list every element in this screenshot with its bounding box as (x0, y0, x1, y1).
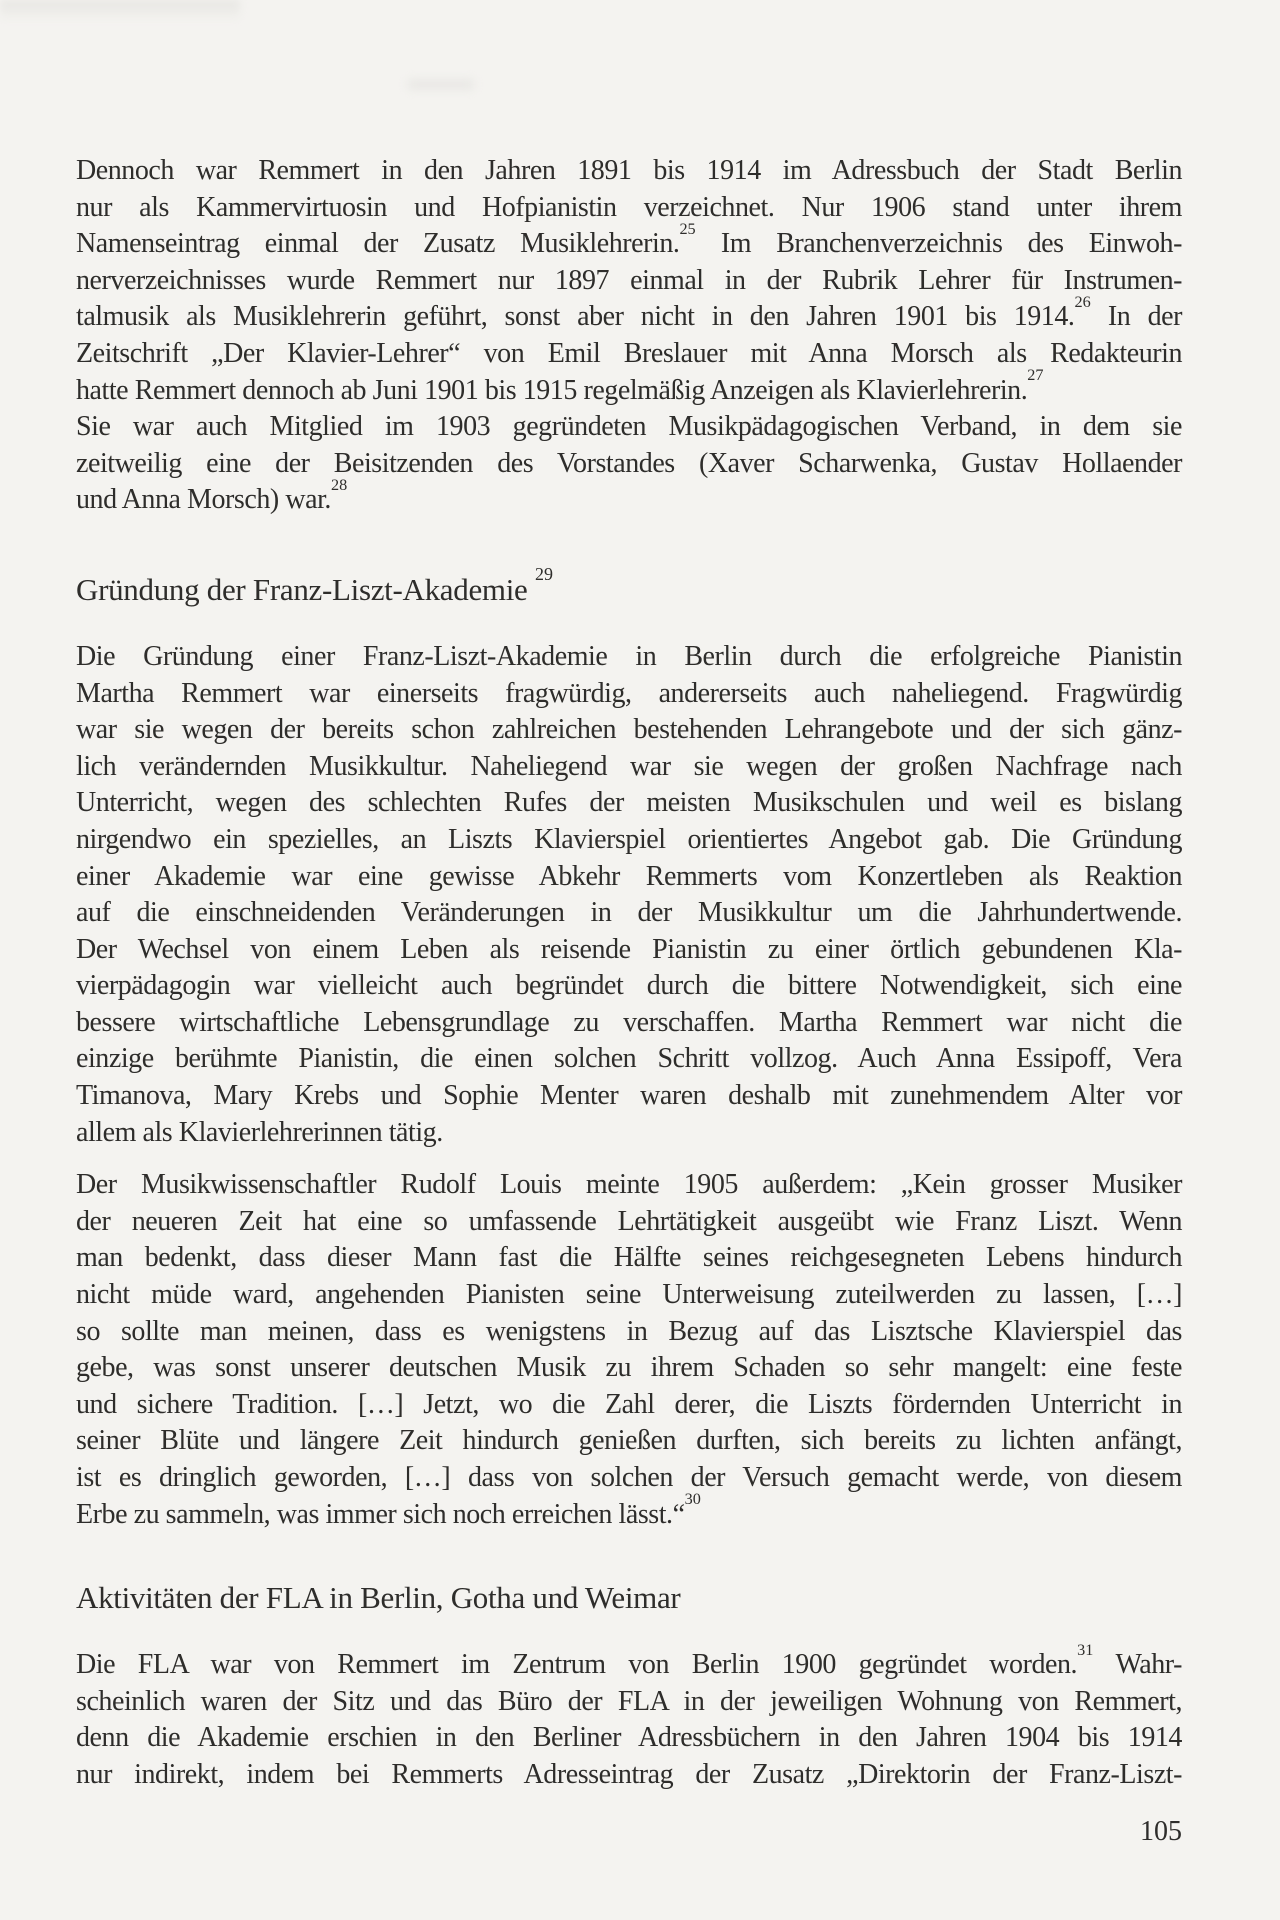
text-line: allem als Klavierlehrerinnen tätig. (76, 1116, 443, 1148)
text-line: Namenseintrag einmal der Zusatz Musiklehrerin.$^{25}$ Im Branchenverzeichnis des Einwoh- (76, 219, 1182, 260)
footnote-marker: 27 (1027, 366, 1044, 385)
text-line: vierpädagogin war vielleicht auch begründet durch die bittere Notwendigkeit, sich eine (76, 970, 1182, 1002)
footnote-marker: 28 (330, 475, 348, 494)
text-line: talmusik als Musiklehrerin geführt, sonst aber nicht in den Jahren 1901 bis 1914.26 In der (76, 292, 1182, 333)
text-line: so sollte man meinen, dass es wenigstens in Bezug auf das Lisztsche Klavierspiel das (76, 1315, 1182, 1347)
text-line: Der Wechsel von einem Leben als reisende Pianistin zu einer örtlich gebundenen Kla- (76, 933, 1182, 965)
text-line: einer Akademie war eine gewisse Abkehr Remmerts vom Konzertleben als Reaktion (76, 860, 1182, 892)
heading-gruendung: Gründung der Franz-Liszt-Akademie $^{29}$ (76, 563, 553, 607)
paragraph-fla-berlin (76, 1640, 1182, 1793)
footnote-marker: 29 (534, 563, 553, 584)
text-line: man bedenkt, dass dieser Mann fast die Hälfte seines reichgesegneten Lebens hindurch (76, 1242, 1182, 1274)
text-line: Timanova, Mary Krebs und Sophie Menter waren deshalb mit zunehmendem Alter vor (76, 1080, 1182, 1112)
text-line: nicht müde ward, angehenden Pianisten seine Unterweisung zuteilwerden zu lassen, […] (76, 1279, 1182, 1311)
text-line: Dennoch war Remmert in den Jahren 1891 bis 1914 im Adressbuch der Stadt Berlin (76, 155, 1182, 186)
text-line: einzige berühmte Pianistin, die einen solchen Schritt vollzog. Auch Anna Essipoff, Vera (76, 1043, 1182, 1075)
paragraph-rudolf-louis (76, 1167, 1182, 1533)
text-line: Der Musikwissenschaftler Rudolf Louis meinte 1905 außerdem: „Kein grosser Musiker (76, 1169, 1182, 1201)
text-line: lich verändernden Musikkultur. Naheliegend war sie wegen der großen Nachfrage nach (76, 750, 1182, 782)
text-line: nerverzeichnisses wurde Remmert nur 1897 einmal in der Rubrik Lehrer für Instrumen- (76, 264, 1182, 296)
text-line: seiner Blüte und längere Zeit hindurch genießen durften, sich bereits zu lichten anfängt, (76, 1425, 1182, 1457)
text-line: denn die Akademie erschien in den Berliner Adressbüchern in den Jahren 1904 bis 1914 (76, 1722, 1182, 1754)
page-number: 105 (1140, 1815, 1182, 1847)
text-line: der neueren Zeit hat eine so umfassende Lehrtätigkeit ausgeübt wie Franz Liszt. Wenn (76, 1205, 1182, 1237)
text-line: Sie war auch Mitglied im 1903 gegründeten Musikpädagogischen Verband, in dem sie (76, 411, 1182, 443)
text-line: scheinlich waren der Sitz und das Büro der FLA in der jeweiligen Wohnung von Remmert, (76, 1685, 1182, 1717)
footnote-marker: 25 (679, 219, 696, 238)
footnote-marker: 26 (1074, 292, 1091, 311)
heading-aktivitaeten: Aktivitäten der FLA in Berlin, Gotha und Weimar (76, 1580, 681, 1616)
text-line: ist es dringlich geworden, […] dass von solchen der Versuch gemacht werde, von diesem (76, 1462, 1182, 1493)
paragraph-adressbuch (76, 153, 1182, 519)
text-line: nirgendwo ein spezielles, an Liszts Klavierspiel orientiertes Angebot gab. Die Gründung (76, 823, 1182, 855)
text-line: auf die einschneidenden Veränderungen in der Musikkultur um die Jahrhundertwende. (76, 897, 1182, 929)
text-line: Unterricht, wegen des schlechten Rufes der meisten Musikschulen und weil es bislang (76, 787, 1182, 819)
text-line: Die Gründung einer Franz-Liszt-Akademie in Berlin durch die erfolgreiche Pianistin (76, 640, 1182, 672)
text-line: gebe, was sonst unserer deutschen Musik zu ihrem Schaden so sehr mangelt: eine feste (76, 1352, 1182, 1384)
text-column (76, 0, 1182, 1848)
text-line: Zeitschrift „Der Klavier-Lehrer“ von Emil Breslauer mit Anna Morsch als Redakteurin (76, 337, 1182, 369)
text-line: Martha Remmert war einerseits fragwürdig, andererseits auch naheliegend. Fragwürdig (76, 677, 1182, 709)
text-line: und sichere Tradition. […] Jetzt, wo die Zahl derer, die Liszts fördernden Unterricht in (76, 1388, 1182, 1420)
paragraph-gruendung (76, 639, 1182, 1151)
text-line: war sie wegen der bereits schon zahlreichen bestehenden Lehrangebote und der sich gänz- (76, 714, 1182, 746)
text-line: Erbe zu sammeln, was immer sich noch erreichen lässt.“$^{30}$ (76, 1490, 701, 1530)
text-line: nur als Kammervirtuosin und Hofpianistin verzeichnet. Nur 1906 stand unter ihrem (76, 191, 1182, 223)
footnote-marker: 30 (684, 1490, 701, 1509)
text-line: zeitweilig eine der Beisitzenden des Vorstandes (Xaver Scharwenka, Gustav Hollaender (76, 447, 1182, 479)
text-line: Die FLA war von Remmert im Zentrum von Berlin 1900 gegründet worden.$^{31}$ Wahr- (76, 1640, 1182, 1681)
text-line: nur indirekt, indem bei Remmerts Adresseintrag der Zusatz „Direktorin der Franz-Liszt- (76, 1758, 1182, 1790)
footnote-marker: 31 (1077, 1640, 1094, 1659)
text-line: hatte Remmert dennoch ab Juni 1901 bis 1915 regelmäßig Anzeigen als Klavierlehrerin.$^{27}$ (76, 366, 1044, 406)
text-line: und Anna Morsch) war.$^{28}$ (76, 475, 348, 516)
text-line: bessere wirtschaftliche Lebensgrundlage zu verschaffen. Martha Remmert war nicht die (76, 1006, 1182, 1038)
